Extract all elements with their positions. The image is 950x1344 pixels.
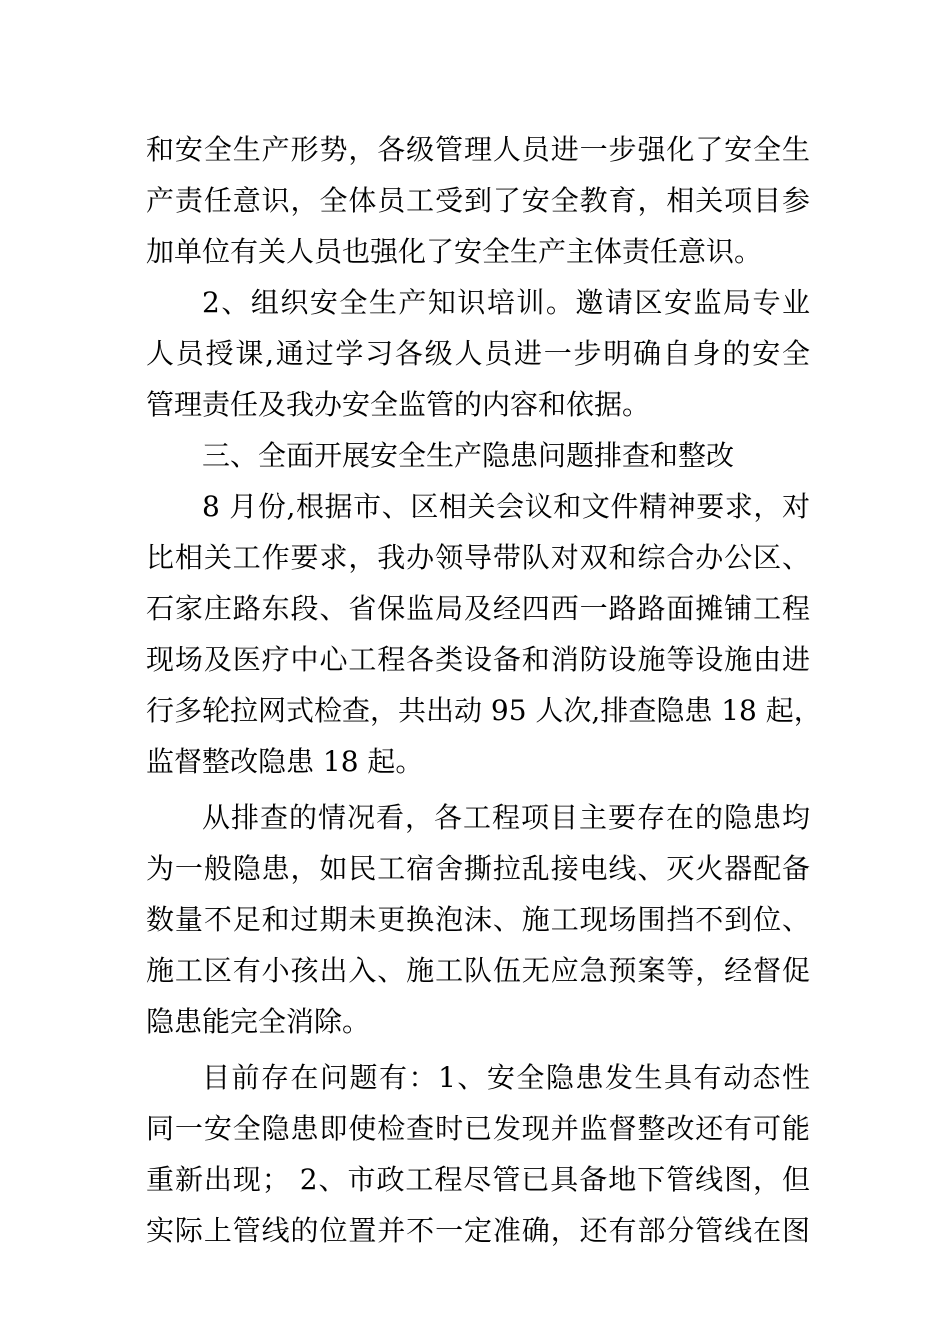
paragraph — [146, 481, 822, 787]
text-line: 行多轮拉网式检查，共出动 95 人次,排查隐患 18 起， — [146, 694, 822, 727]
text-line: 重新出现； 2、市政工程尽管已具备地下管线图，但 — [146, 1163, 810, 1196]
text-line: 管理责任及我办安全监管的内容和依据。 — [146, 388, 651, 421]
text-line: 目前存在问题有：1、安全隐患发生具有动态性 — [202, 1061, 810, 1094]
paragraph — [146, 277, 810, 430]
text-line: 加单位有关人员也强化了安全生产主体责任意识。 — [146, 235, 763, 268]
text-line: 现场及医疗中心工程各类设备和消防设施等设施由进 — [146, 643, 810, 676]
text-line: 实际上管线的位置并不一定准确，还有部分管线在图 — [146, 1214, 810, 1247]
text-line: 产责任意识，全体员工受到了安全教育，相关项目参 — [146, 184, 810, 217]
text-line: 2、组织安全生产知识培训。邀请区安监局专业 — [202, 286, 810, 319]
paragraph — [146, 124, 810, 277]
text-line: 石家庄路东段、省保监局及经四西一路路面摊铺工程 — [146, 592, 810, 625]
paragraph — [146, 1052, 810, 1256]
document-body — [146, 124, 822, 1256]
text-line: 和安全生产形势，各级管理人员进一步强化了安全生 — [146, 133, 810, 166]
text-line: 人员授课,通过学习各级人员进一步明确自身的安全 — [146, 337, 810, 370]
text-line: 同一安全隐患即使检查时已发现并监督整改还有可能 — [146, 1112, 810, 1145]
text-line: 监督整改隐患 18 起。 — [146, 745, 424, 778]
text-line: 比相关工作要求，我办领导带队对双和综合办公区、 — [146, 541, 810, 574]
text-line: 三、全面开展安全生产隐患问题排查和整改 — [202, 439, 735, 472]
paragraph — [146, 792, 810, 1047]
text-line: 8 月份,根据市、区相关会议和文件精神要求，对 — [202, 490, 810, 523]
text-line: 从排查的情况看，各工程项目主要存在的隐患均 — [202, 801, 810, 834]
section-heading — [146, 430, 810, 481]
text-line: 为一般隐患，如民工宿舍撕拉乱接电线、灭火器配备 — [146, 852, 810, 885]
text-line: 施工区有小孩出入、施工队伍无应急预案等，经督促 — [146, 954, 810, 987]
text-line: 数量不足和过期未更换泡沫、施工现场围挡不到位、 — [146, 903, 810, 936]
text-line: 隐患能完全消除。 — [146, 1005, 371, 1038]
